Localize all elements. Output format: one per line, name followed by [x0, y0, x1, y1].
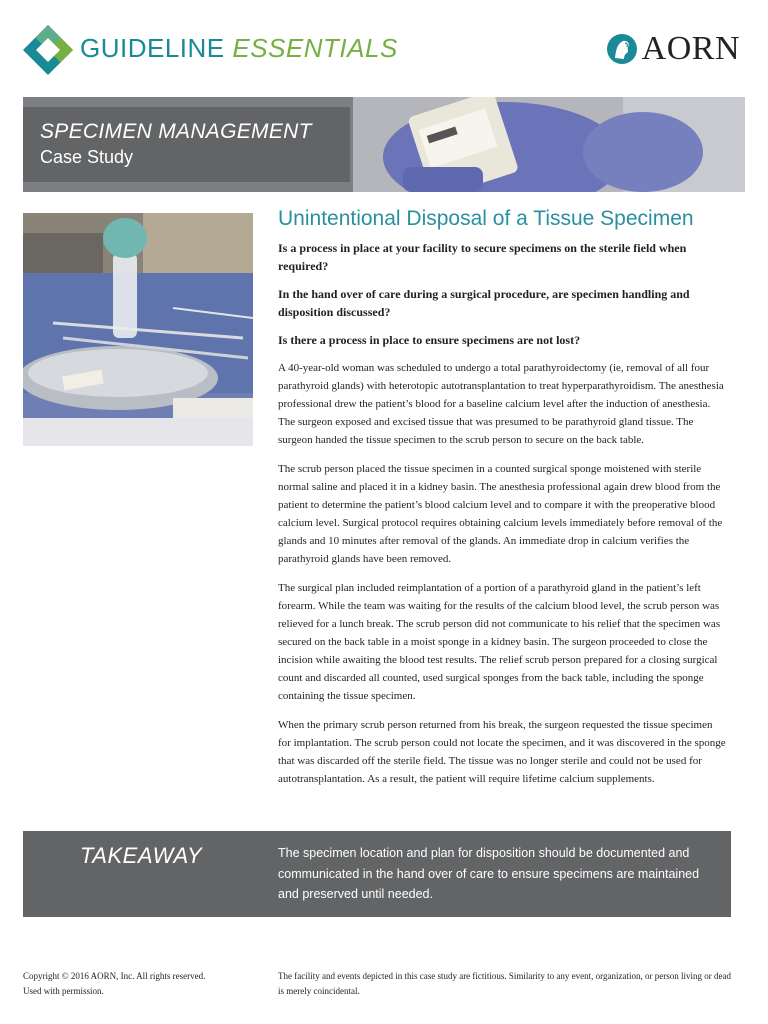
brand-word-guideline: GUIDELINE [80, 33, 225, 63]
copyright [23, 969, 253, 999]
aorn-wordmark: AORN [641, 30, 740, 67]
banner-title: SPECIMEN MANAGEMENT [40, 120, 312, 143]
aorn-logo [606, 30, 740, 68]
copyright-line: Copyright © 2016 AORN, Inc. All rights reserved. [23, 971, 206, 981]
paragraph: When the primary scrub person returned from his break, the surgeon requested the tissue specimen for implantation. The scrub person could not locate the specimen, and it was discovered in the sponge that was discarded off the sterile field. The tissue was no longer sterile and could not be used for autotransplantation. As a result, the patient will require lifetime calcium supplements. [278, 719, 726, 785]
brand-word-essentials: ESSENTIALS [232, 33, 398, 63]
diamond-logo-icon [22, 24, 74, 76]
takeaway-box [23, 831, 731, 917]
brand-wordmark [80, 33, 398, 64]
disclaimer: The facility and events depicted in this case study are fictitious. Similarity to any event, organization, or person living or dead is merely coincidental. [278, 971, 731, 996]
takeaway-title: TAKEAWAY [80, 843, 203, 868]
takeaway-text: The specimen location and plan for disposition should be documented and communicated in the hand over of care to ensure specimens are maintained and preserved until needed. [278, 846, 700, 901]
question: In the hand over of care during a surgical procedure, are specimen handling and disposition discussed? [278, 287, 690, 319]
title-banner [23, 97, 745, 192]
question: Is a process in place at your facility to secure specimens on the sterile field when required? [278, 241, 687, 273]
question: Is there a process in place to ensure specimens are not lost? [278, 333, 581, 347]
article-headline: Unintentional Disposal of a Tissue Specimen [278, 207, 694, 230]
paragraph: The surgical plan included reimplantation of a portion of a parathyroid gland in the patient’s left forearm. While the team was waiting for the results of the calcium blood level, the scrub person was relieved for a lunch break. The scrub person did not communicate to his relief that the specimen was secured on the back table in a moist sponge in a kidney basin. The surgeon proceeded to close the incision while awaiting the blood test results. The relief scrub person prepared for a closing surgical count and discarded all counted, used surgical sponges from the back table, including the sponge containing the tissue specimen. [278, 582, 721, 702]
banner-title-box [23, 107, 350, 182]
banner-subtitle: Case Study [40, 147, 134, 167]
surgical-instruments-photo [23, 213, 253, 446]
permission-line: Used with permission. [23, 986, 104, 996]
paragraph: A 40-year-old woman was scheduled to undergo a total parathyroidectomy (ie, removal of all four parathyroid glands) with heterotopic autotransplantation to treat hyperparathyroidism. The anesthesia professional drew the patient’s blood for a baseline calcium level after the induction of anesthesia. The surgeon exposed and excised tissue that was presumed to be parathyroid gland tissue. The surgeon handed the tissue specimen to the scrub person to secure on the back table. [278, 362, 724, 446]
paragraph: The scrub person placed the tissue specimen in a counted surgical sponge moistened with sterile normal saline and placed it in a kidney basin. The anesthesia professional again drew blood from the patient to determine the patient’s blood calcium level and to compare it with the preoperative blood calcium level. Surgical protocol requires obtaining calcium levels immediately before removal of the glands and 10 minutes after removal of the glands. An immediate drop in calcium verifies the parathyroid glands have been removed. [278, 463, 723, 565]
article [278, 207, 728, 799]
aorn-head-icon [606, 32, 638, 66]
